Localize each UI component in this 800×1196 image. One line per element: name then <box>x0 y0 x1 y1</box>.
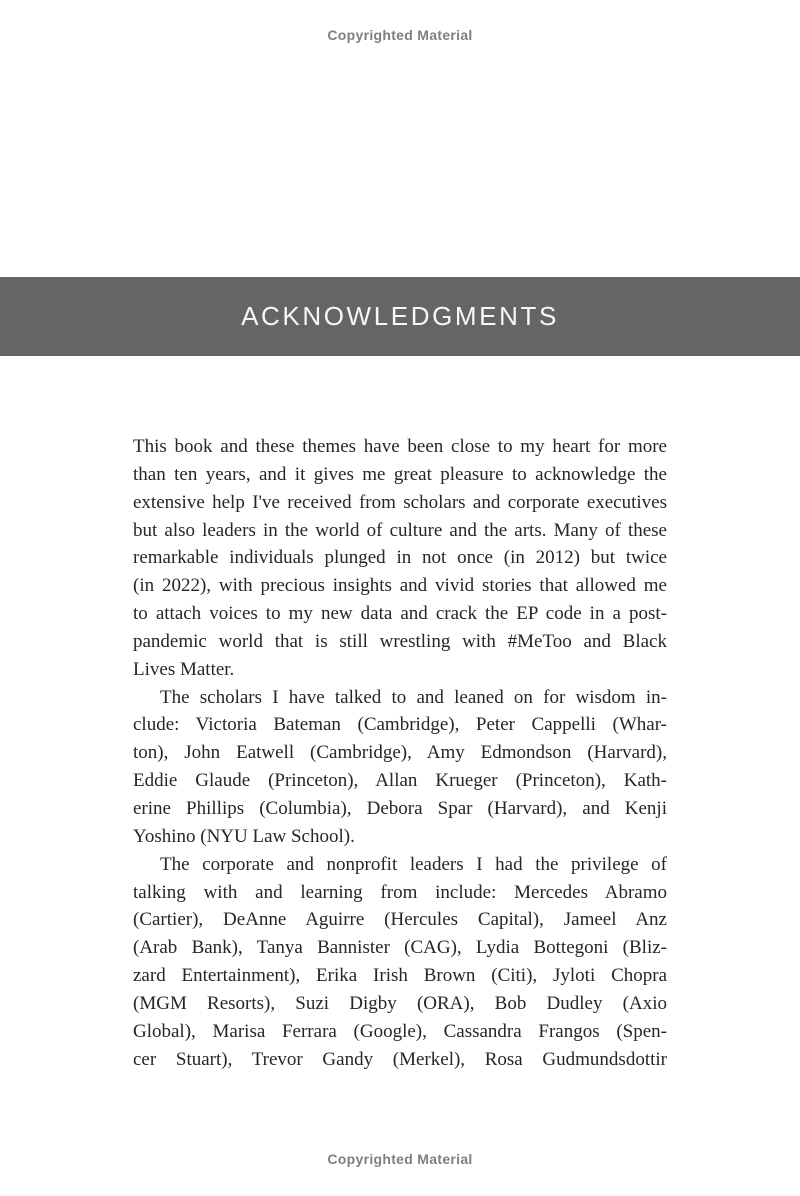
text-line: (Cartier), DeAnne Aguirre (Hercules Capital), Jameel Anz <box>133 909 667 931</box>
text-line: The scholars I have talked to and leaned on for wisdom in- <box>160 686 667 708</box>
top-copyright-notice: Copyrighted Material <box>327 27 473 43</box>
text-line: to attach voices to my new data and crack the EP code in a post- <box>133 603 667 625</box>
text-line: zard Entertainment), Erika Irish Brown (Citi), Jyloti Chopra <box>133 965 667 987</box>
text-line: The corporate and nonprofit leaders I had the privilege of <box>160 853 667 875</box>
paragraph <box>133 851 667 1074</box>
paragraph <box>133 433 667 684</box>
chapter-title: ACKNOWLEDGMENTS <box>241 301 559 331</box>
text-line: pandemic world that is still wrestling with #MeToo and Black <box>133 630 667 652</box>
text-line: ton), John Eatwell (Cambridge), Amy Edmondson (Harvard), <box>133 742 667 764</box>
text-line: This book and these themes have been close to my heart for more <box>133 436 667 457</box>
text-line: Global), Marisa Ferrara (Google), Cassandra Frangos (Spen- <box>133 1020 667 1042</box>
bottom-copyright-notice: Copyrighted Material <box>327 1151 473 1167</box>
text-line: remarkable individuals plunged in not once (in 2012) but twice <box>133 547 667 569</box>
text-line: (MGM Resorts), Suzi Digby (ORA), Bob Dudley (Axio <box>133 992 667 1014</box>
body-text <box>133 433 667 1073</box>
text-line: but also leaders in the world of culture and the arts. Many of these <box>133 519 667 541</box>
text-line: (in 2022), with precious insights and vivid stories that allowed me <box>133 575 667 597</box>
text-line: clude: Victoria Bateman (Cambridge), Peter Cappelli (Whar- <box>133 714 667 736</box>
text-line: cer Stuart), Trevor Gandy (Merkel), Rosa Gudmundsdottir <box>133 1048 667 1070</box>
paragraph <box>133 684 667 851</box>
text-line: talking with and learning from include: Mercedes Abramo <box>133 881 667 903</box>
text-line: Eddie Glaude (Princeton), Allan Krueger (Princeton), Kath- <box>133 770 667 792</box>
text-line: extensive help I've received from scholars and corporate executives <box>133 491 667 513</box>
text-line: than ten years, and it gives me great pleasure to acknowledge the <box>133 463 667 485</box>
text-line: Lives Matter. <box>133 658 235 680</box>
text-line: erine Phillips (Columbia), Debora Spar (Harvard), and Kenji <box>133 797 667 819</box>
text-line: Yoshino (NYU Law School). <box>133 825 355 847</box>
chapter-title-banner <box>0 277 800 356</box>
text-line: (Arab Bank), Tanya Bannister (CAG), Lydia Bottegoni (Bliz- <box>133 937 667 959</box>
